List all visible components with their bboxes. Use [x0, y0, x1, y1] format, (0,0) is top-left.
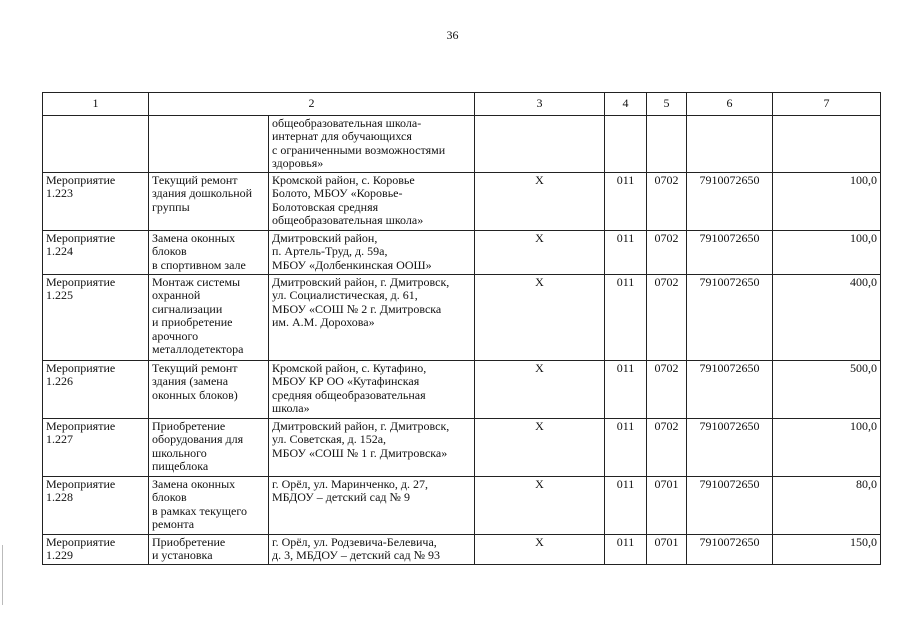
ministry-code-cell: 011	[605, 172, 647, 230]
ministry-code-cell: 011	[605, 360, 647, 418]
amount-cell: 500,0	[773, 360, 881, 418]
action-cell: Монтаж системы охранной сигнализации и приобретение арочного металлодетектора	[149, 274, 269, 360]
header-cell-5: 5	[647, 93, 687, 116]
ministry-code-cell	[605, 115, 647, 172]
event-cell: Мероприятие 1.224	[43, 230, 149, 274]
table-row	[43, 274, 881, 360]
x-cell: X	[475, 534, 605, 564]
address-cell: г. Орёл, ул. Родзевича-Белевича, д. 3, МБДОУ – детский сад № 93	[269, 534, 475, 564]
target-article-cell	[687, 115, 773, 172]
scan-edge-line	[2, 545, 3, 605]
address-cell: общеобразовательная школа- интернат для обучающихся с ограниченными возможностями здоровья»	[269, 115, 475, 172]
section-code-cell: 0702	[647, 418, 687, 476]
header-cell-3: 3	[475, 93, 605, 116]
target-article-cell: 7910072650	[687, 172, 773, 230]
amount-cell	[773, 115, 881, 172]
amount-cell: 100,0	[773, 172, 881, 230]
amount-cell: 150,0	[773, 534, 881, 564]
target-article-cell: 7910072650	[687, 230, 773, 274]
amount-cell: 400,0	[773, 274, 881, 360]
table-row	[43, 534, 881, 564]
action-cell	[149, 115, 269, 172]
event-cell: Мероприятие 1.223	[43, 172, 149, 230]
target-article-cell: 7910072650	[687, 476, 773, 534]
amount-cell: 100,0	[773, 230, 881, 274]
ministry-code-cell: 011	[605, 476, 647, 534]
address-cell: г. Орёл, ул. Маринченко, д. 27, МБДОУ – детский сад № 9	[269, 476, 475, 534]
address-cell: Кромской район, с. Кутафино, МБОУ КР ОО «Кутафинская средняя общеобразовательная школа»	[269, 360, 475, 418]
event-cell: Мероприятие 1.227	[43, 418, 149, 476]
action-cell: Текущий ремонт здания дошкольной группы	[149, 172, 269, 230]
address-cell: Дмитровский район, г. Дмитровск, ул. Советская, д. 152а, МБОУ «СОШ № 1 г. Дмитровска»	[269, 418, 475, 476]
section-code-cell: 0702	[647, 274, 687, 360]
x-cell: X	[475, 476, 605, 534]
table-row	[43, 230, 881, 274]
section-code-cell: 0701	[647, 476, 687, 534]
action-cell: Приобретение и установка	[149, 534, 269, 564]
x-cell: X	[475, 418, 605, 476]
event-cell: Мероприятие 1.229	[43, 534, 149, 564]
section-code-cell: 0702	[647, 360, 687, 418]
ministry-code-cell: 011	[605, 418, 647, 476]
header-row	[43, 93, 881, 116]
section-code-cell: 0702	[647, 230, 687, 274]
table-row	[43, 360, 881, 418]
amount-cell: 100,0	[773, 418, 881, 476]
x-cell: X	[475, 172, 605, 230]
target-article-cell: 7910072650	[687, 418, 773, 476]
header-cell-4: 4	[605, 93, 647, 116]
address-cell: Дмитровский район, п. Артель-Труд, д. 59а, МБОУ «Долбенкинская ООШ»	[269, 230, 475, 274]
page-number: 36	[446, 28, 459, 42]
table-row	[43, 172, 881, 230]
address-cell: Кромской район, с. Коровье Болото, МБОУ «Коровье- Болотовская средняя общеобразовательная школа»	[269, 172, 475, 230]
section-code-cell: 0702	[647, 172, 687, 230]
target-article-cell: 7910072650	[687, 360, 773, 418]
x-cell: X	[475, 230, 605, 274]
section-code-cell: 0701	[647, 534, 687, 564]
event-cell: Мероприятие 1.225	[43, 274, 149, 360]
address-cell: Дмитровский район, г. Дмитровск, ул. Социалистическая, д. 61, МБОУ «СОШ № 2 г. Дмитровска им. А.М. Дорохова»	[269, 274, 475, 360]
target-article-cell: 7910072650	[687, 274, 773, 360]
table-row	[43, 476, 881, 534]
table-row	[43, 418, 881, 476]
action-cell: Замена оконных блоков в рамках текущего ремонта	[149, 476, 269, 534]
x-cell: X	[475, 274, 605, 360]
budget-table	[42, 92, 881, 565]
x-cell: X	[475, 360, 605, 418]
x-cell	[475, 115, 605, 172]
header-cell-1: 1	[43, 93, 149, 116]
amount-cell: 80,0	[773, 476, 881, 534]
ministry-code-cell: 011	[605, 230, 647, 274]
header-cell-7: 7	[773, 93, 881, 116]
section-code-cell	[647, 115, 687, 172]
header-cell-2: 2	[149, 93, 475, 116]
event-cell: Мероприятие 1.228	[43, 476, 149, 534]
ministry-code-cell: 011	[605, 534, 647, 564]
event-cell	[43, 115, 149, 172]
target-article-cell: 7910072650	[687, 534, 773, 564]
event-cell: Мероприятие 1.226	[43, 360, 149, 418]
table-row	[43, 115, 881, 172]
header-cell-6: 6	[687, 93, 773, 116]
ministry-code-cell: 011	[605, 274, 647, 360]
action-cell: Текущий ремонт здания (замена оконных блоков)	[149, 360, 269, 418]
action-cell: Замена оконных блоков в спортивном зале	[149, 230, 269, 274]
action-cell: Приобретение оборудования для школьного пищеблока	[149, 418, 269, 476]
